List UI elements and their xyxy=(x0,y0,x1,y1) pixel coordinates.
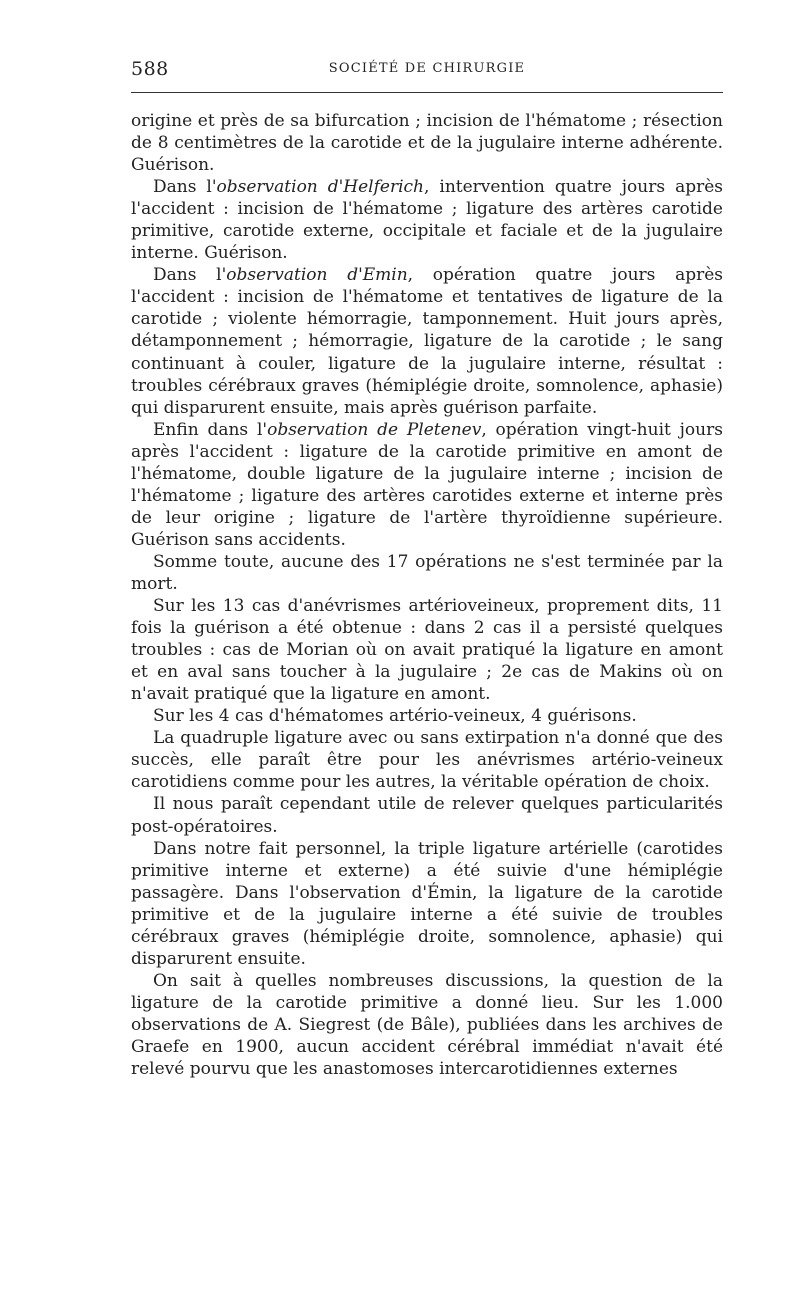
paragraph-hematomas: Sur les 4 cas d'hématomes artério-veineux, 4 guérisons. xyxy=(153,706,637,727)
paragraph-lead: Dans l' xyxy=(153,265,227,286)
paragraph-body: , opération vingt-huit jours après l'accident : ligature de la carotide primitive en amont de l'hématome, double ligature de la jugulaire interne ; incision de l'hématome ; ligature des artères carotides externe et interne près de leur origine ; ligature de l'artère thyroïdienne supérieure. Guérison sans accidents. xyxy=(131,419,723,550)
paragraph-arteriovenous: Sur les 13 cas d'anévrismes artérioveineux, proprement dits, 11 fois la guérison a été obtenue : dans 2 cas il a persisté quelques troubles : cas de Morian où on avait pratiqué la ligature en amont et en aval sans toucher à la jugulaire ; 2e cas de Makins où on n'avait pratiqué que la ligature en amont. xyxy=(131,596,723,705)
paragraph-helferich xyxy=(131,176,723,264)
paragraph-quadruple-ligature: La quadruple ligature avec ou sans extirpation n'a donné que des succès, elle paraît être pour les anévrismes artério-veineux carotidiens comme pour les autres, la véritable opération de choix. xyxy=(131,728,723,793)
header-rule xyxy=(131,92,723,93)
paragraph-summary: Somme toute, aucune des 17 opérations ne s'est terminée par la mort. xyxy=(131,551,723,594)
paragraph-continuation: origine et près de sa bifurcation ; incision de l'hématome ; résection de 8 centimètres de la carotide et de la jugulaire interne adhérente. Guérison. xyxy=(131,111,723,176)
running-title: SOCIÉTÉ DE CHIRURGIE xyxy=(328,61,526,76)
observation-title: observation de Pletenev xyxy=(267,419,482,440)
paragraph-lead: Enfin dans l' xyxy=(153,419,268,440)
paragraph-body: , opération quatre jours après l'accident : incision de l'hématome et tentatives de ligature de la carotide ; violente hémorragie, tamponnement. Huit jours après, détamponnement ; hémorragie, ligature de la carotide ; le sang continuant à couler, ligature de la jugulaire interne, résultat : troubles cérébraux graves (hémiplégie droite, somnolence, aphasie) qui disparurent ensuite, mais après guérison parfaite. xyxy=(131,265,723,418)
paragraph-pletenev xyxy=(131,419,723,551)
observation-title: observation d'Emin xyxy=(226,265,408,286)
paragraph-lead: Dans l' xyxy=(153,177,217,198)
observation-title: observation d'Helferich xyxy=(216,177,424,198)
paragraph-postoperative: Il nous paraît cependant utile de relever quelques particularités post-opératoires. xyxy=(131,794,723,837)
paragraph-emin xyxy=(131,264,723,418)
page-header xyxy=(131,58,723,86)
body-text xyxy=(131,110,723,1080)
page-number: 588 xyxy=(131,58,169,80)
paragraph-discussion: On sait à quelles nombreuses discussions, la question de la ligature de la carotide primitive a donné lieu. Sur les 1.000 observations de A. Siegrest (de Bâle), publiées dans les archives de Graefe en 1900, aucun accident cérébral immédiat n'avait été relevé pourvu que les anastomoses intercarotidiennes externes xyxy=(131,970,723,1080)
paragraph-personal-case: Dans notre fait personnel, la triple ligature artérielle (carotides primitive interne et externe) a été suivie d'une hémiplégie passagère. Dans l'observation d'Émin, la ligature de la carotide primitive et de la jugulaire interne a été suivie de troubles cérébraux graves (hémiplégie droite, somnolence, aphasie) qui disparurent ensuite. xyxy=(131,838,723,969)
paragraph-body: , intervention quatre jours après l'accident : incision de l'hématome ; ligature des artères carotide primitive, carotide externe, occipitale et faciale et de la jugulaire interne. Guérison. xyxy=(131,177,723,264)
